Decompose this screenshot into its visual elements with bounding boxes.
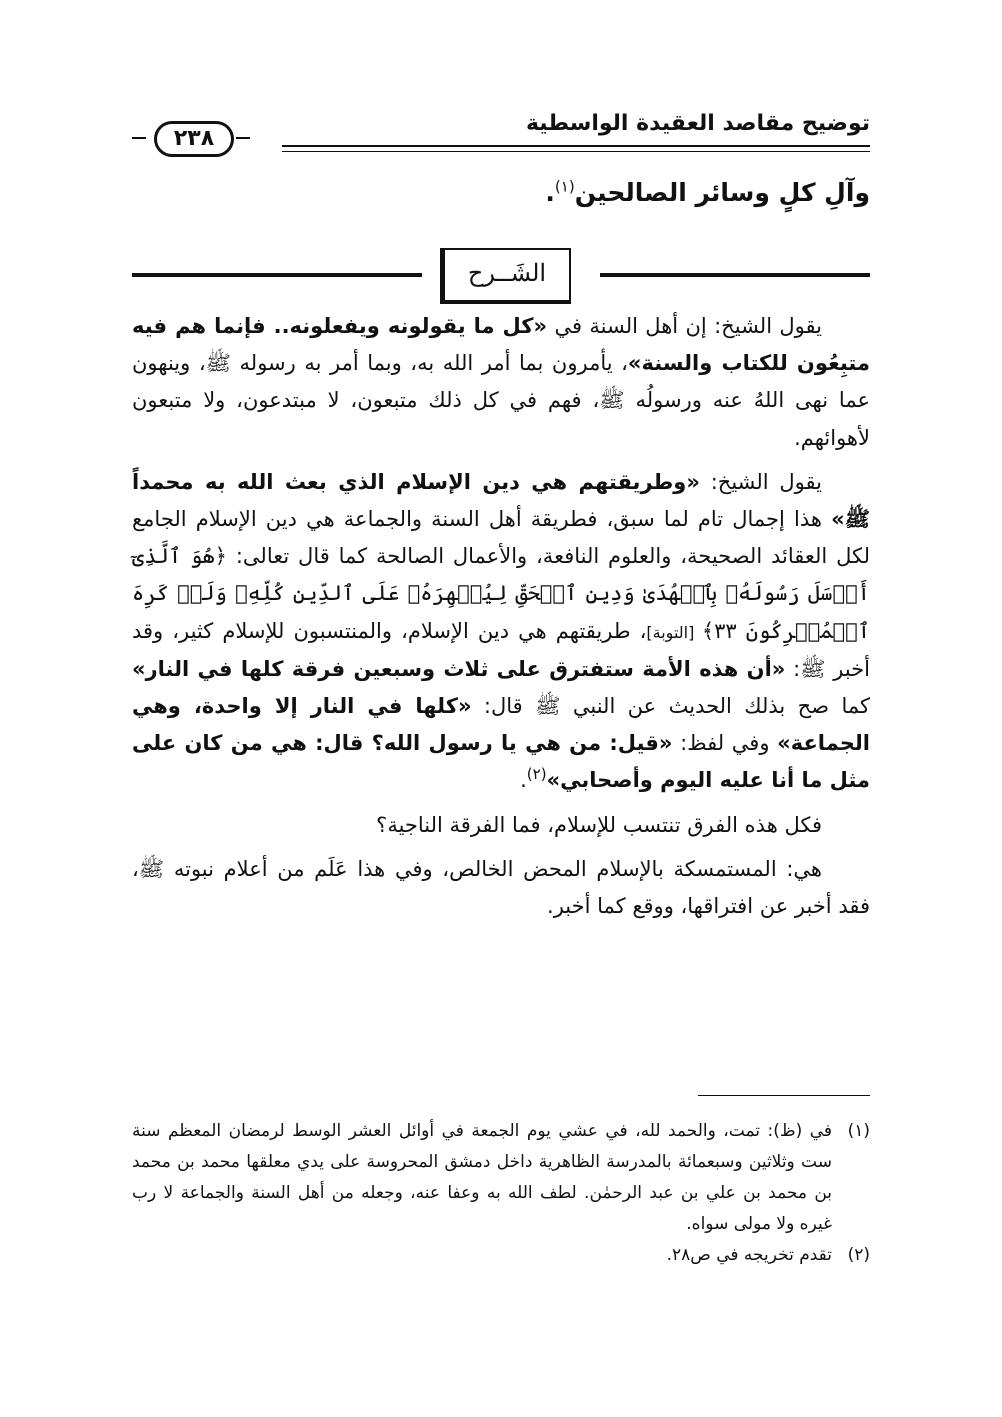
- section-title: الشَــرح: [440, 248, 571, 304]
- footnote-number: (١): [847, 1121, 870, 1141]
- footnote-ref-2[interactable]: (٢): [526, 765, 547, 784]
- header-rule-thin: [282, 151, 870, 152]
- quran-verse: ﴿هُوَ ٱلَّذِىٓ أَرۡسَلَ رَسُولَهُۥ بِٱلۡهُدَىٰ وَدِينِ ٱلۡحَقِّ لِيُظۡهِرَهُۥ عَلَى ٱلدِّينِ كُلِّهِۦ وَلَوۡ كَرِهَ ٱلۡمُشۡرِكُونَ ٣٣﴾: [132, 544, 871, 643]
- footnote-text: تقدم تخريجه في ص٢٨.: [666, 1245, 832, 1265]
- divider-line-left: [132, 273, 422, 277]
- badge-tick-left: [132, 137, 146, 139]
- badge-tick-right: [236, 137, 250, 139]
- divider-line-right: [600, 273, 870, 277]
- p2-mid-2: ، طريقتهم هي دين الإسلام، والمنتسبون للإسلام كثير، وقد أخبر ﷺ:: [132, 618, 870, 681]
- p2-quote-2: «أن هذه الأمة ستفترق على ثلاث وسبعين فرقة كلها في النار»: [132, 656, 786, 681]
- page-number: ٢٣٨: [154, 121, 234, 157]
- header-rule: [282, 145, 870, 147]
- footnote-separator: [698, 1095, 870, 1096]
- paragraph-3: فكل هذه الفرق تنتسب للإسلام، فما الفرقة الناجية؟: [376, 812, 822, 837]
- intro-text: وآلِ كلٍ وسائر الصالحين: [574, 178, 870, 207]
- p2-quote-1: «وطريقتهم هي دين الإسلام الذي بعث الله به محمداً ﷺ»: [132, 469, 870, 532]
- page-header: [132, 105, 870, 175]
- p2-mid-3: كما صح بذلك الحديث عن النبي ﷺ قال:: [471, 694, 870, 719]
- p1-rest: ، يأمرون بما أمر الله به، وبما أمر به رسوله ﷺ، وينهون عما نهى اللهُ عنه ورسولُه ﷺ، فهم في كل ذلك متبعون، لا مبتدعون، ولا متبعون لأهوائهم.: [132, 351, 870, 450]
- p2-lead: يقول الشيخ:: [710, 469, 822, 494]
- p2-end: .: [520, 768, 527, 793]
- p2-mid-1: هذا إجمال تام لما سبق، فطريقة أهل السنة والجماعة هي دين الإسلام الجامع لكل العقائد الصحيحة، والعلوم النافعة، والأعمال الصالحة كما قال تعالى:: [132, 507, 871, 569]
- p1-lead: يقول الشيخ: إن أهل السنة في: [554, 314, 822, 338]
- intro-line: [545, 178, 870, 207]
- p1-quote: «كل ما يقولونه ويفعلونه.. فإنما هم فيه متبِعُون للكتاب والسنة»: [132, 314, 870, 376]
- page-number-badge: [132, 117, 272, 163]
- paragraph-2: [132, 464, 870, 800]
- book-title: توضيح مقاصد العقيدة الواسطية: [525, 111, 870, 136]
- footnote-text: في (ظ): تمت، والحمد لله، في عشي يوم الجمعة في أوائل العشر الوسط لرمضان المعظم سنة ست وثلاثين وسبعمائة بالمدرسة الظاهرية داخل دمشق المحروسة على يدي معلقها محمد بن محمد بن محمد بن علي بن عبد الرحمٰن. لطف الله به وعفا عنه، وجعله من أهل السنة والجماعة لا رب غيره ولا مولى سواه.: [132, 1121, 832, 1234]
- p2-mid-4: وفي لفظ:: [672, 731, 778, 756]
- paragraph-1: [132, 308, 870, 457]
- p2-quote-3: «كلها في النار إلا واحدة، وهي الجماعة»: [132, 694, 870, 756]
- footnote-1: [132, 1116, 870, 1240]
- verse-reference: [التوبة]: [646, 622, 702, 642]
- footnotes: [132, 1116, 870, 1271]
- intro-end: .: [545, 178, 555, 207]
- footnote-2: [132, 1240, 870, 1271]
- footnote-ref-1[interactable]: (١): [554, 177, 575, 196]
- section-divider: [132, 248, 870, 308]
- paragraph-4: هي: المستمسكة بالإسلام المحض الخالص، وفي هذا عَلَم من أعلام نبوته ﷺ، فقد أخبر عن افتراقها، ووقع كما أخبر.: [132, 856, 870, 919]
- commentary-body: [132, 308, 870, 932]
- p2-quote-4: «قيل: من هي يا رسول الله؟ قال: هي من كان على مثل ما أنا عليه اليوم وأصحابي»: [132, 731, 870, 793]
- footnote-number: (٢): [847, 1245, 870, 1265]
